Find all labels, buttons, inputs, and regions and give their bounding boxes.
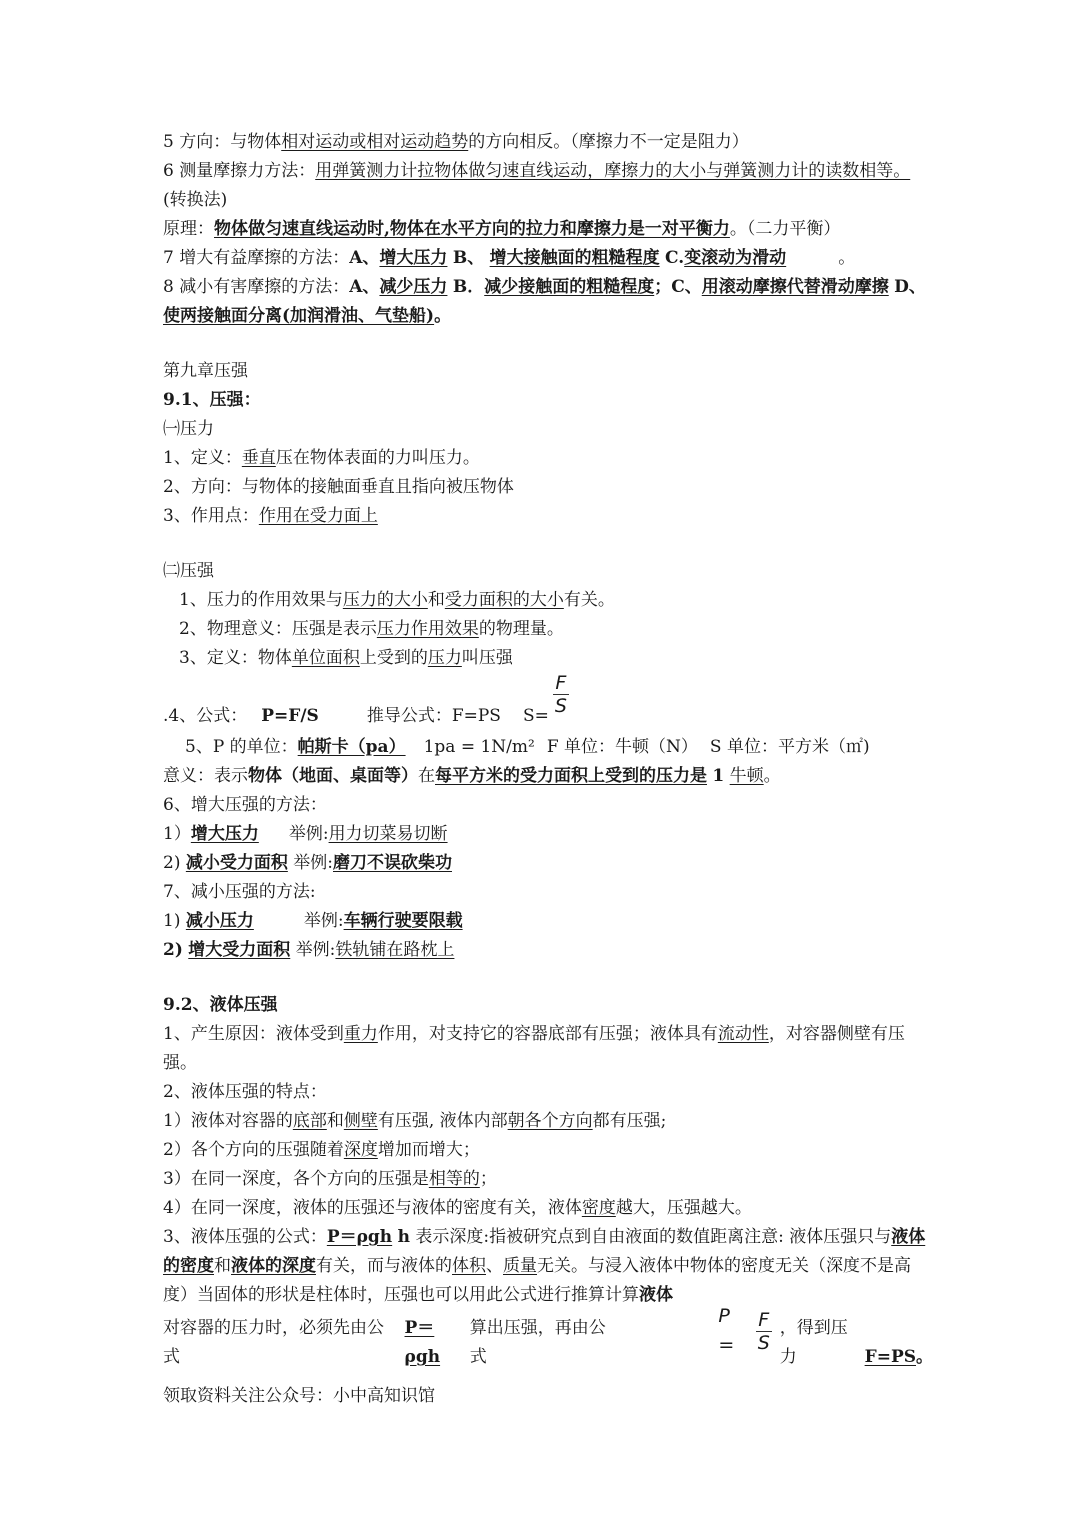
liquid-feature-4: 4）在同一深度，液体的压强还与液体的密度有关，液体密度越大，压强越大。	[163, 1198, 752, 1218]
p-fraction: P = $\frac{F}{S}$	[718, 1305, 770, 1356]
friction-measure: 6 测量摩擦力方法：用弹簧测力计拉物体做匀速直线运动，摩擦力的大小与弹簧测力计的读数相等。(转换法)	[163, 161, 911, 210]
liquid-feature-3: 3）在同一深度，各个方向的压强是相等的；	[163, 1169, 497, 1189]
friction-direction: 5 方向：与物体相对运动或相对运动趋势的方向相反。（摩擦力不一定是阻力）	[163, 132, 749, 152]
pressure-effect: 1、压力的作用效果与压力的大小和受力面积的大小有关。	[179, 590, 615, 610]
subsection-pressure-force: ㈠压力	[163, 419, 214, 439]
liquid-force-on-container: 对容器的压力时，必须先由公式 P＝ρgh 算出压强，再由公式 P = $\frac{F}{S}$ ，得到压力 F=PS 。	[163, 1310, 933, 1372]
chapter-title: 第九章压强	[163, 361, 248, 381]
liquid-feature-1: 1）液体对容器的底部和侧壁有压强, 液体内部朝各个方向都有压强;	[163, 1111, 667, 1131]
friction-principle: 原理：物体做匀速直线运动时,物体在水平方向的拉力和摩擦力是一对平衡力。（二力平衡）	[163, 219, 841, 239]
reduce-pressure-title: 7、减小压强的方法:	[163, 882, 316, 902]
liquid-pressure-formula: 3、液体压强的公式：P＝ρgh h 表示深度:指被研究点到自由液面的数值距离注意: 液体压强只与液体的密度和液体的深度有关，而与液体的体积、质量无关。与浸入液体中物体的密度无关（深度不是高度）当固体的形状是柱体时，压强也可以用此公式进行推算计算液体	[163, 1227, 926, 1305]
unit-meaning: 意义：表示物体（地面、桌面等）在每平方米的受力面积上受到的压力是 1 牛顿。	[163, 766, 781, 786]
liquid-feature-2: 2）各个方向的压强随着深度增加而增大；	[163, 1140, 480, 1160]
section-9-2-title: 9.2、液体压强	[163, 995, 278, 1015]
subsection-pressure: ㈡压强	[163, 561, 214, 581]
reduce-pressure-1: 1) 减小压力 举例:车辆行驶要限载	[163, 911, 463, 931]
footer-note: 领取资料关注公众号：小中高知识馆	[163, 1386, 435, 1406]
reduce-friction: 8 减小有害摩擦的方法：A、减少压力 B．减少接触面的粗糙程度；C、用滚动摩擦代替滑动摩擦 D、使两接触面分离(加润滑油、气垫船)。	[163, 277, 926, 326]
liquid-pressure-features-title: 2、液体压强的特点：	[163, 1082, 327, 1102]
document-page	[163, 128, 933, 1411]
increase-pressure-title: 6、增大压强的方法：	[163, 795, 327, 815]
liquid-pressure-cause: 1、产生原因：液体受到重力作用，对支持它的容器底部有压强；液体具有流动性，对容器侧壁有压强。	[163, 1024, 905, 1073]
section-9-1-title: 9.1、压强：	[163, 390, 261, 410]
increase-pressure-2: 2) 减小受力面积 举例:磨刀不误砍柴功	[163, 853, 452, 873]
reduce-pressure-2: 2) 增大受力面积 举例:铁轨铺在路枕上	[163, 940, 455, 960]
pressure-formula: .4、公式： P=F/S 推导公式：F=PS S= $\frac{F}{S}$	[163, 672, 567, 726]
pressure-definition: 3、定义：物体单位面积上受到的压力叫压强	[179, 648, 513, 668]
force-definition: 1、定义：垂直压在物体表面的力叫压力。	[163, 448, 480, 468]
force-direction: 2、方向：与物体的接触面垂直且指向被压物体	[163, 477, 514, 497]
force-action-point: 3、作用点：作用在受力面上	[163, 506, 378, 526]
increase-friction: 7 增大有益摩擦的方法：A、增大压力 B、 增大接触面的粗糙程度 C.变滚动为滑动 。	[163, 248, 856, 268]
increase-pressure-1: 1）增大压力 举例:用力切菜易切断	[163, 824, 448, 844]
s-fraction: $\frac{F}{S}$	[554, 672, 567, 717]
pressure-meaning: 2、物理意义：压强是表示压力作用效果的物理量。	[179, 619, 564, 639]
pressure-unit: 5、P 的单位：帕斯卡（pa） 1pa = 1N/m² F 单位：牛顿（N） S 单位：平方米（㎡)	[185, 737, 870, 757]
